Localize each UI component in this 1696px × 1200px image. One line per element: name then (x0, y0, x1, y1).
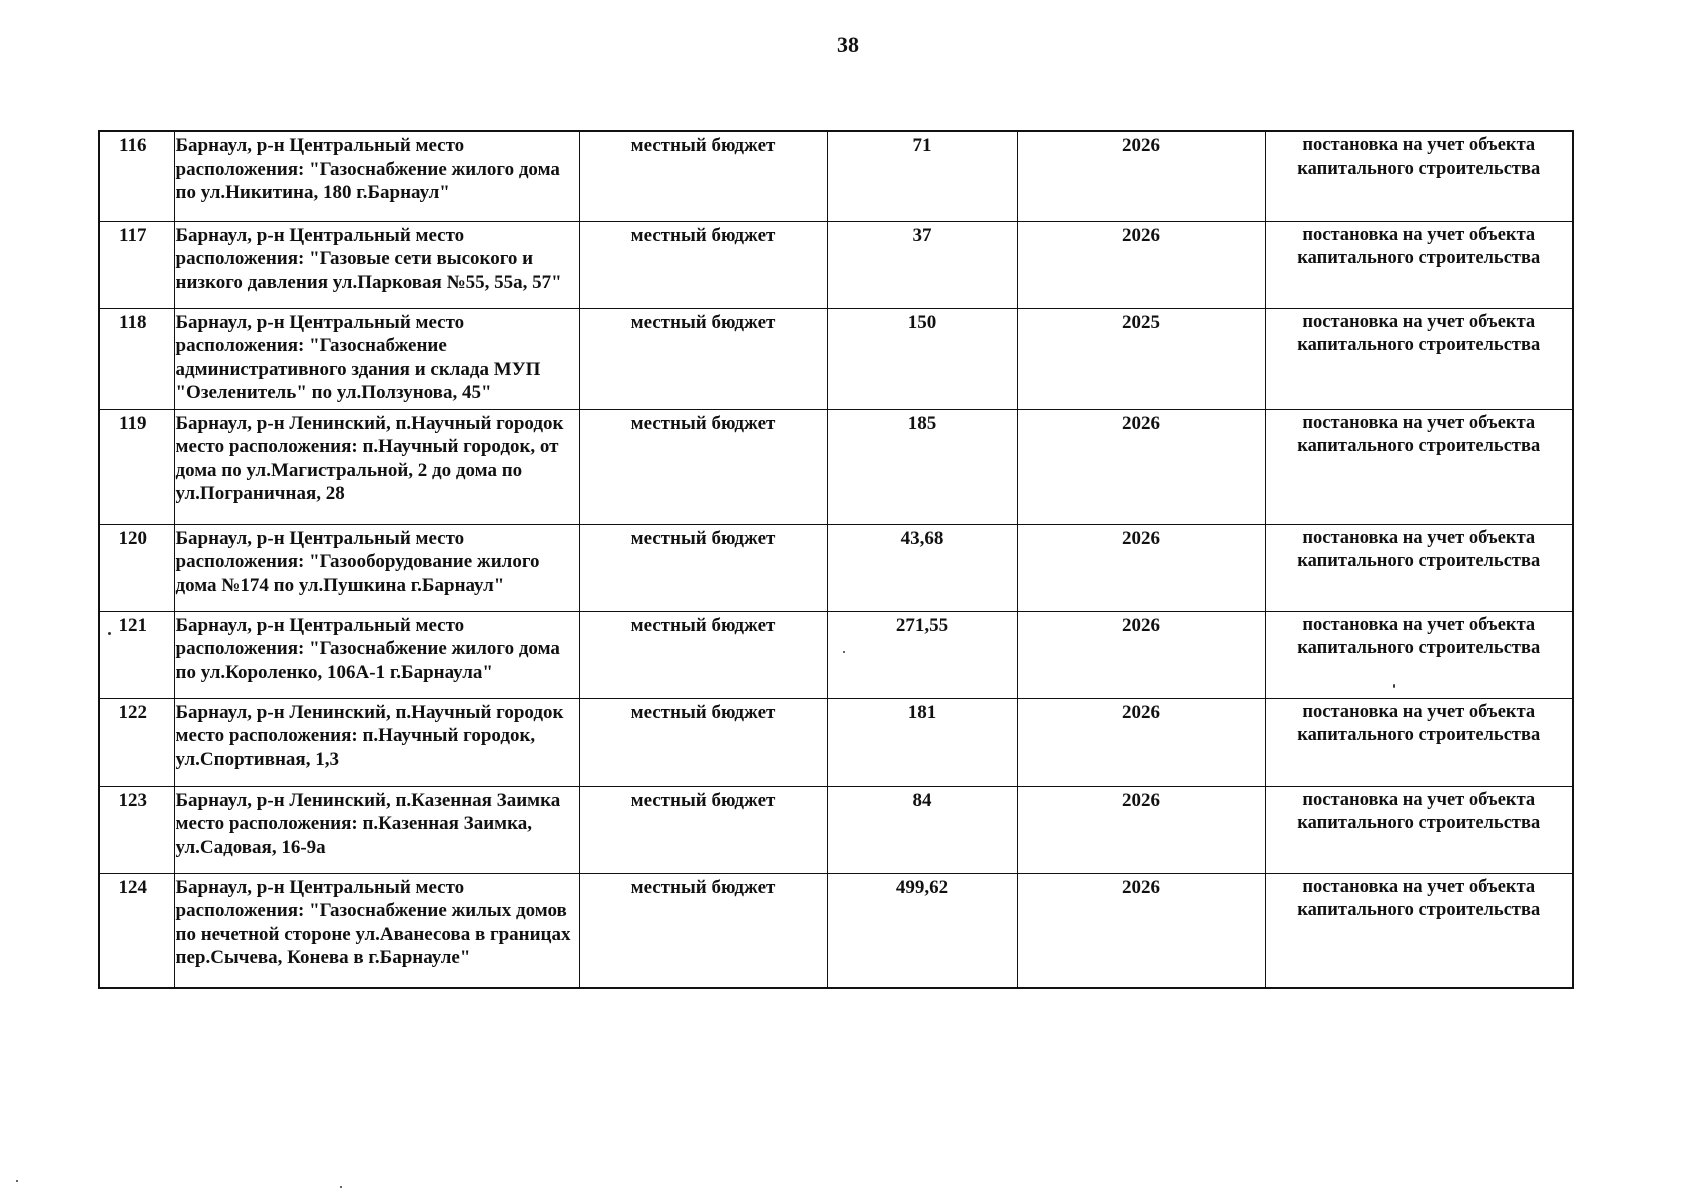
scan-speck (16, 1180, 18, 1182)
scan-speck (1393, 684, 1395, 688)
year: 2026 (1017, 873, 1265, 988)
scan-speck (108, 632, 111, 635)
page-number: 38 (837, 32, 859, 57)
year: 2026 (1017, 524, 1265, 611)
object-description: Барнаул, р-н Центральный место расположения: "Газооборудование жилого дома №174 по ул.Пушкина г.Барнаул" (174, 524, 579, 611)
table-row (99, 409, 1573, 524)
year: 2026 (1017, 786, 1265, 873)
object-description: Барнаул, р-н Центральный место расположения: "Газоснабжение жилых домов по нечетной стороне ул.Аванесова в границах пер.Сычева, Конева в г.Барнауле" (174, 873, 579, 988)
object-description: Барнаул, р-н Ленинский, п.Научный городок место расположения: п.Научный городок, от дома по ул.Магистральной, 2 до дома по ул.Пограничная, 28 (174, 409, 579, 524)
investment-objects-table (98, 130, 1574, 989)
amount: 37 (827, 221, 1017, 308)
amount: 499,62 (827, 873, 1017, 988)
amount: 84 (827, 786, 1017, 873)
table-row (99, 308, 1573, 409)
table-row (99, 786, 1573, 873)
year: 2026 (1017, 409, 1265, 524)
row-number: 117 (99, 221, 174, 308)
note: постановка на учет объекта капитального строительства (1265, 786, 1573, 873)
funding-source: местный бюджет (579, 698, 827, 786)
scan-speck (843, 651, 845, 653)
year: 2026 (1017, 611, 1265, 698)
object-description: Барнаул, р-н Ленинский, п.Казенная Заимка место расположения: п.Казенная Заимка, ул.Садовая, 16-9а (174, 786, 579, 873)
funding-source: местный бюджет (579, 786, 827, 873)
row-number: 119 (99, 409, 174, 524)
note: постановка на учет объекта капитального строительства (1265, 221, 1573, 308)
row-number: 123 (99, 786, 174, 873)
amount: 271,55 (827, 611, 1017, 698)
row-number: 124 (99, 873, 174, 988)
row-number: 120 (99, 524, 174, 611)
table-row (99, 873, 1573, 988)
funding-source: местный бюджет (579, 409, 827, 524)
year: 2026 (1017, 131, 1265, 221)
row-number: 118 (99, 308, 174, 409)
year: 2026 (1017, 698, 1265, 786)
table-row (99, 698, 1573, 786)
row-number: 121 (99, 611, 174, 698)
object-description: Барнаул, р-н Ленинский, п.Научный городок место расположения: п.Научный городок, ул.Спортивная, 1,3 (174, 698, 579, 786)
object-description: Барнаул, р-н Центральный место расположения: "Газоснабжение жилого дома по ул.Короленко, 106А-1 г.Барнаула" (174, 611, 579, 698)
object-description: Барнаул, р-н Центральный место расположения: "Газовые сети высокого и низкого давления ул.Парковая №55, 55а, 57" (174, 221, 579, 308)
note: постановка на учет объекта капитального строительства (1265, 611, 1573, 698)
amount: 185 (827, 409, 1017, 524)
scan-speck (340, 1186, 342, 1188)
funding-source: местный бюджет (579, 221, 827, 308)
year: 2025 (1017, 308, 1265, 409)
amount: 71 (827, 131, 1017, 221)
funding-source: местный бюджет (579, 308, 827, 409)
row-number: 116 (99, 131, 174, 221)
note: постановка на учет объекта капитального строительства (1265, 308, 1573, 409)
amount: 150 (827, 308, 1017, 409)
year: 2026 (1017, 221, 1265, 308)
funding-source: местный бюджет (579, 524, 827, 611)
table-row (99, 524, 1573, 611)
table-row (99, 221, 1573, 308)
amount: 181 (827, 698, 1017, 786)
row-number: 122 (99, 698, 174, 786)
funding-source: местный бюджет (579, 611, 827, 698)
object-description: Барнаул, р-н Центральный место расположения: "Газоснабжение жилого дома по ул.Никитина, 180 г.Барнаул" (174, 131, 579, 221)
table-row (99, 131, 1573, 221)
amount: 43,68 (827, 524, 1017, 611)
note: постановка на учет объекта капитального строительства (1265, 524, 1573, 611)
funding-source: местный бюджет (579, 131, 827, 221)
note: постановка на учет объекта капитального строительства (1265, 409, 1573, 524)
object-description: Барнаул, р-н Центральный место расположения: "Газоснабжение административного здания и склада МУП "Озеленитель" по ул.Ползунова, 45" (174, 308, 579, 409)
note: постановка на учет объекта капитального строительства (1265, 873, 1573, 988)
funding-source: местный бюджет (579, 873, 827, 988)
note: постановка на учет объекта капитального строительства (1265, 698, 1573, 786)
note: постановка на учет объекта капитального строительства (1265, 131, 1573, 221)
table-row (99, 611, 1573, 698)
